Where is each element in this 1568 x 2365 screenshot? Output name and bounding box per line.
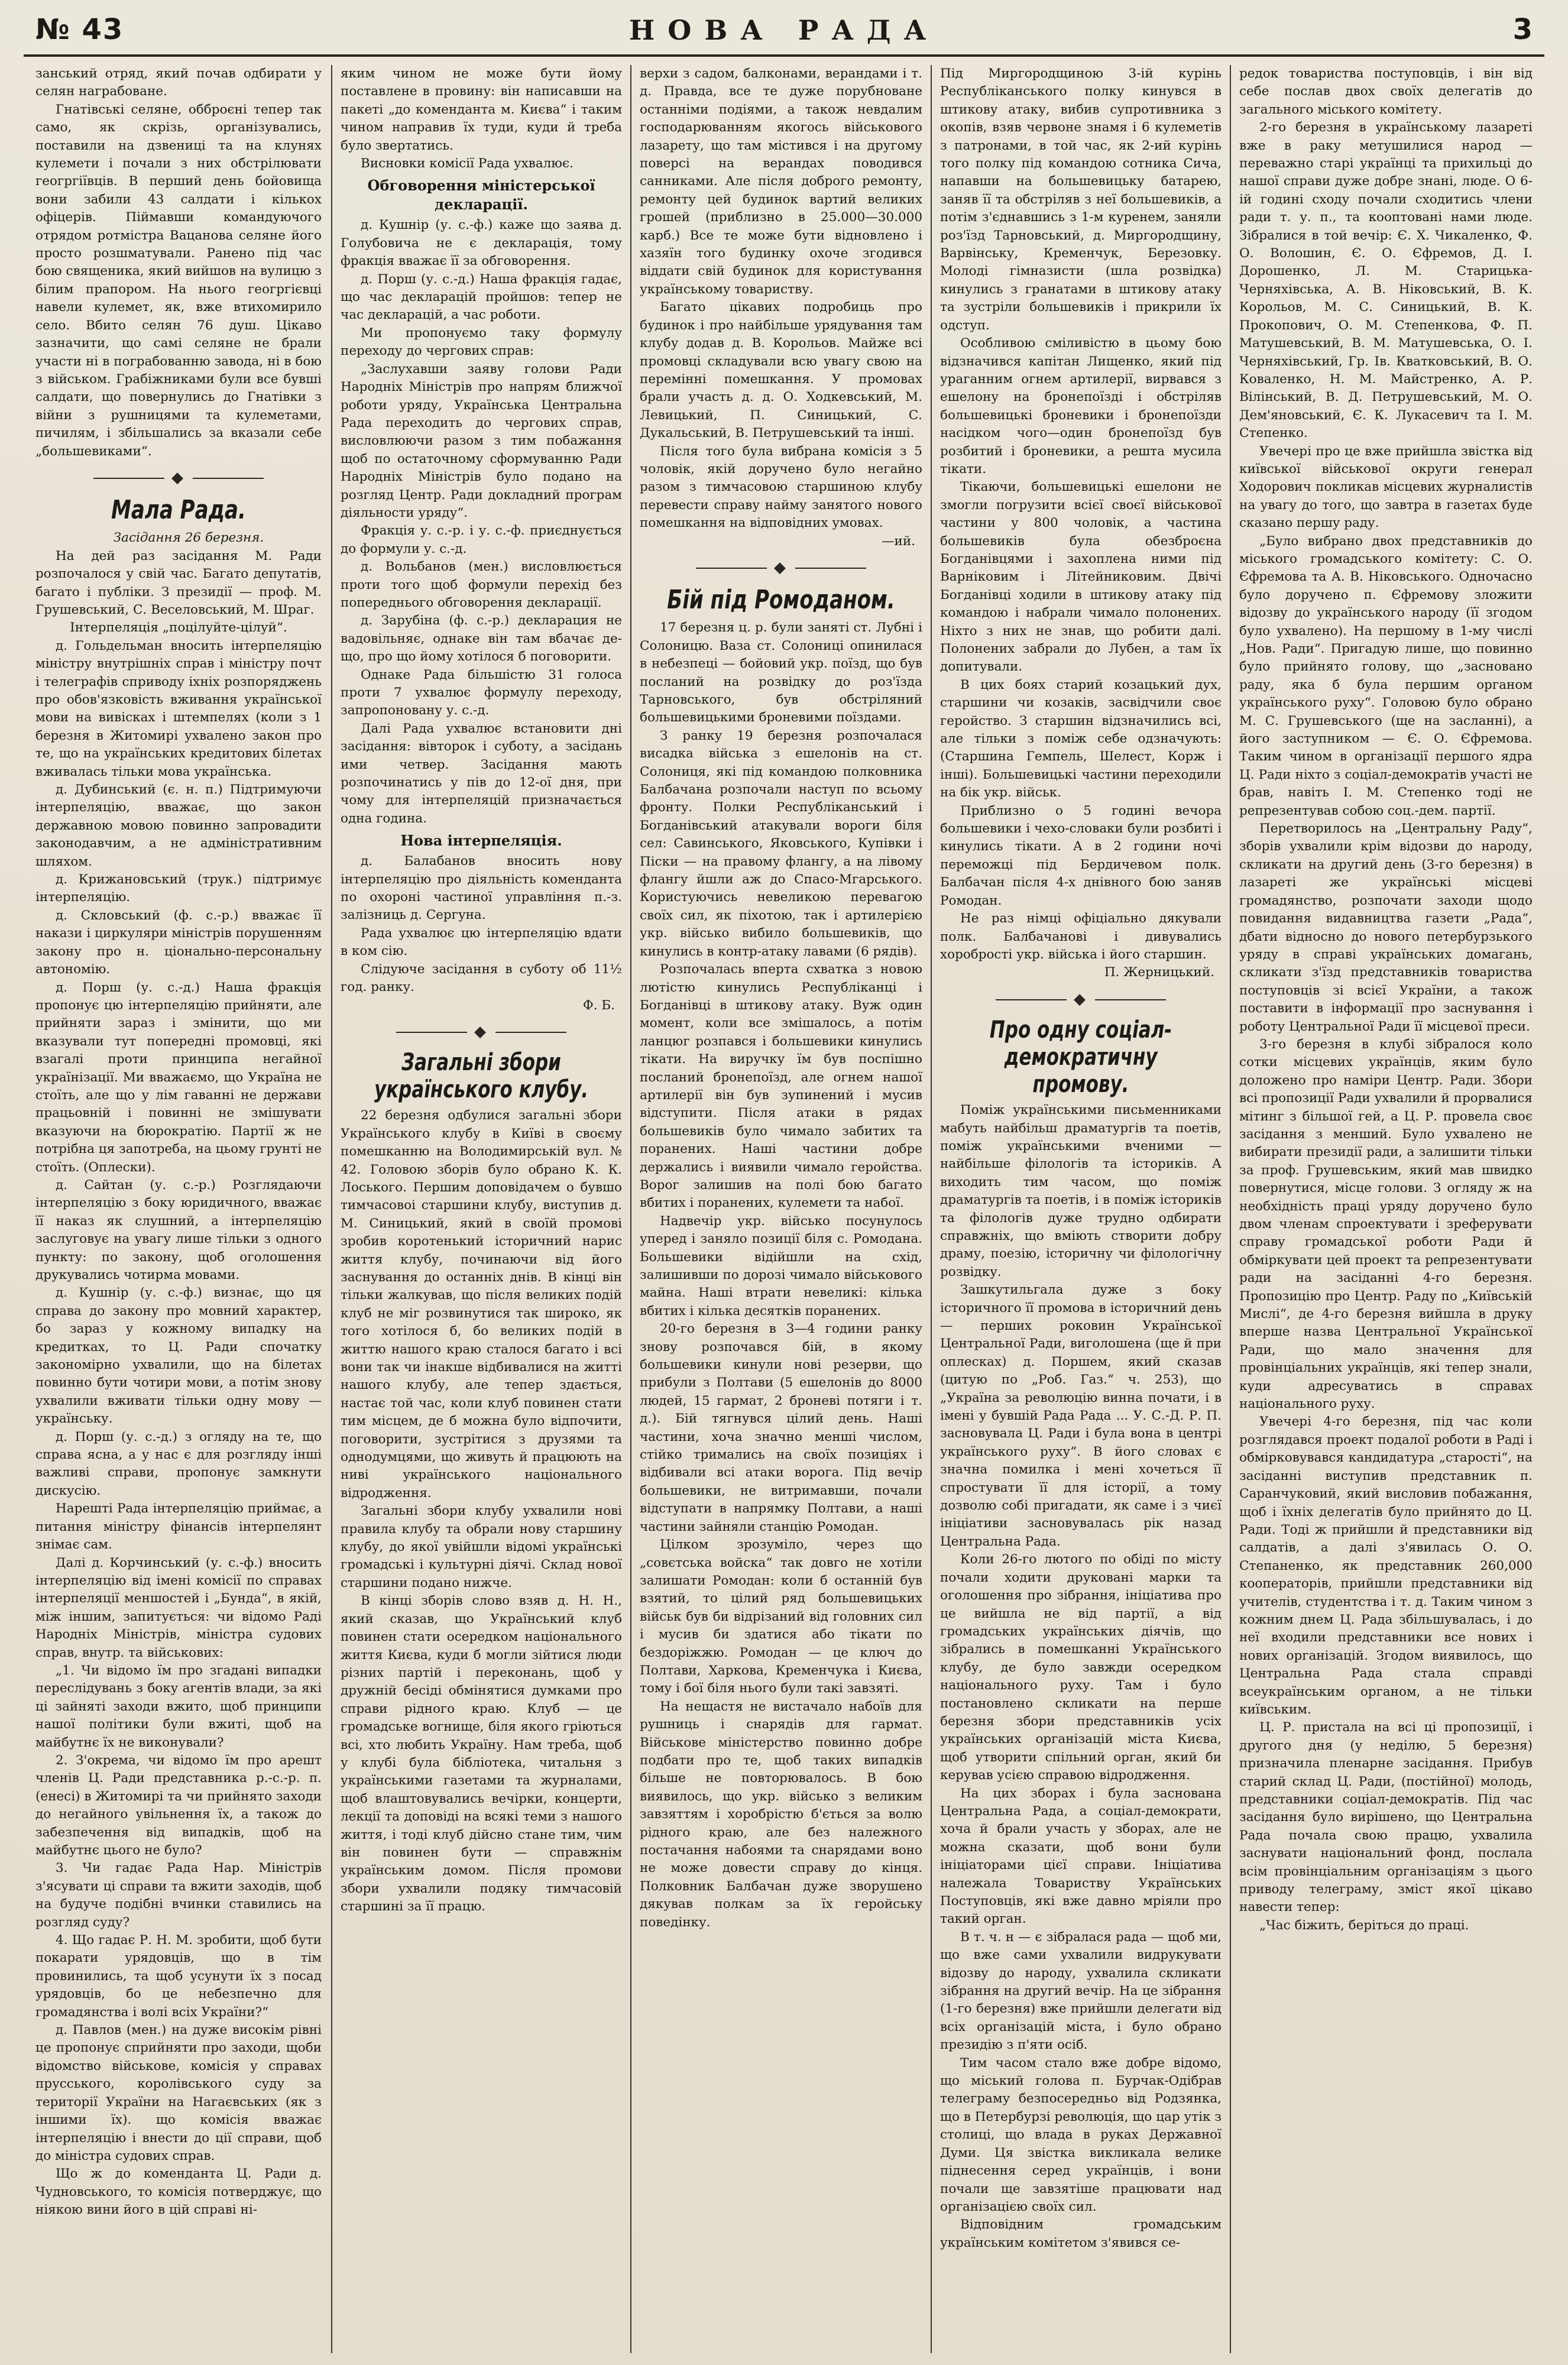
- paper-title: НОВА РАДА: [629, 14, 939, 46]
- article-text: Під Миргородщиною 3-ій курінь Республіканського полку кинувся в штикову атаку, вибив супротивника з окопів, взяв червоне знамя і 6 кулеметів з патронами, в той час, як 2-ий курінь того полку під командою сотника Сича, напавши на большевицьку батарею, заняв її та обстріляв з неї большевиків, а потім з'єднавшись з 1-м куренем, заняли роз'їзд Тарновський, д. Миргородщину, Варвінську, Кременчук, Березовку. Молоді гімназисти (шла розвідка) кинулись з гранатами в штикову атаку та зустріли большевиків і прикрили їх одступ.: [940, 66, 1222, 333]
- article-text: д. Дубинський (є. н. п.) Підтримуючи інтерпеляцію, вважає, що закон державною мовою повинно запровадити законодавчим, а не адміністративним шляхом.: [35, 782, 322, 869]
- section-ornament: ◆: [35, 469, 322, 487]
- article-text: д. Вольбанов (мен.) висловлюється проти того щоб формули перехід без попереднього обговорення декларації.: [341, 559, 622, 610]
- section-ornament: ◆: [341, 1023, 622, 1041]
- article-text: Фракція у. с.-р. і у. с.-ф. приєднується до формули у. с.-д.: [341, 523, 622, 556]
- article-text: Коли 26-го лютого по обіді по місту почали ходити друковані марки та оголошення про зібрання, ініціатива про це вийшла не від партії, а від громадських українських діячів, що зібрались в помешканні Українського клубу, де було завжди осередком національного руху. Там і було постановлено скликати на перше березня збори представників усіх українських організацій міста Києва, щоб утворити спільний орган, який би керував усією справою відродження.: [940, 1552, 1222, 1783]
- article-text: д. Кушнір (у. с.-ф.) визнає, що ця справа до закону про мовний характер, бо зараз у кожному випадку на кредитках, то Ц. Ради спочатку закономірно ухвалили, що на білетах повинно бути чотири мови, а потім знову ухвалили вживати тільки одну мову — українську.: [35, 1285, 322, 1427]
- article-text: Однаке Рада більшістю 31 голоса проти 7 ухвалює формулу переходу, запропоновану у. с.-д.: [341, 667, 622, 718]
- column-divider: [1230, 65, 1231, 2353]
- author-signature: П. Жерницький.: [1104, 965, 1214, 980]
- article-text: Далі д. Корчинський (у. с.-ф.) вносить інтерпеляцію від імені комісії по справах інтерпеляції меншостей і „Бунда“, в якій, між іншим, запитується: чи відомо Раді Народніх Міністрів, міністра судових справ, внутр. та військових:: [35, 1555, 322, 1660]
- article-text: Слідуюче засідання в суботу об 11½ год. ранку.: [341, 961, 622, 995]
- article-text: Не раз німці офіціально дякували полк. Балбачанові і дивувались хоробрості укр. війська і його старшин.: [940, 911, 1222, 962]
- article-text: д. Зарубіна (ф. с.-р.) декларация не вадовільняє, однаке він там вбачає де-що, про що йому хотілося б поговорити.: [341, 613, 622, 665]
- column-4: [940, 65, 1222, 2353]
- article-text: д. Кушнір (у. с.-ф.) каже що заява д. Голубовича не є декларація, тому фракція вважає її за обговорення.: [341, 218, 622, 269]
- article-text: На нещастя не вистачало набоїв для рушниць і снарядів для гармат. Військове міністерство повинно добре подбати про те, щоб таких випадків більше не повторювалось. В бою виявилось, що укр. військо з великим завзяттям і хоробрістю б'ється за волю рідного краю, але без належного постачання набоями та снарядами воно не може довести справу до кінця. Полковник Балбачан дуже зворушено дякував полкам за їх геройську поведінку.: [640, 1699, 922, 1930]
- article-text: 22 березня одбулися загальні збори Українського клубу в Київі в своєму помешканню на Володимирській вул. № 42. Головою зборів було обрано К. К. Лоського. Першим доповідачем о бувшо тимчасовоі старшини клубу, виступив д. М. Синицький, який в своїй промові зробив коротенький історичний нарис життя клубу, починаючи від його заснування до останніх днів. В кінці він тільки жалкував, що після великих подій клуб не міг розвинутися так широко, як того хотілося б, бо великих подій в життю нашого краю сталося багато і всі вони так чи інакше відбивалися на житті нашого клубу, але тепер здається, настає той час, коли клуб повинен стати тим місцем, де б можна було відпочити, поговорити, зустрітися з друзями та однодумцями, що живуть й працюють на ниві українського національного відродження.: [341, 1108, 622, 1501]
- article-text: яким чином не може бути йому поставлене в провину: він написавши на пакеті „до коменданта м. Києва“ і таким чином направив їх туди, куди й треба було звертатись.: [341, 66, 622, 153]
- article-text: Висновки комісії Рада ухвалює.: [361, 156, 574, 171]
- masthead: [35, 12, 1533, 53]
- article-text: 4. Що гадає Р. Н. М. зробити, щоб бути покарати урядовців, що в тім провинились, та щоб усунути їх з посад урядовців, бо це небезпечно для громадянства і волі всіх України?“: [35, 1933, 322, 2020]
- section-heading-club: Загальні збори українського клубу.: [374, 1049, 589, 1104]
- article-text: З ранку 19 березня розпочалася висадка війська з ешелонів на ст. Солониця, які під командою полковника Балбачана розпочали наступ по всьому фронту. Полки Республіканський і Богданівський атакували вороги біля сел: Савинського, Яковського, Купівки і Піски — на правому флангу, а на лівому флангу йшли аж до Спасо-Мгарського. Користуючись невеликою перевагою своїх сил, як піхотою, так і артилерією укр. військо вибило большевиків, що кинулись в контр-атаку лавами (6 рядів).: [640, 728, 922, 959]
- column-5: [1239, 65, 1533, 2353]
- article-text: д. Сайтан (у. с.-р.) Розглядаючи інтерпеляцію з боку юридичного, вважає її наказ як слушний, а інтерпеляцію заслуговує на увагу лише тільки з одного пункту: по закону, щоб оголошення друкувались чотирма мовами.: [35, 1177, 322, 1282]
- author-signature: —ий.: [882, 533, 915, 549]
- article-text: Далі Рада ухвалює встановити дні засідання: вівторок і суботу, а засідань ими четвер. Засідання мають розпочинатись у пів до 12-ої дня, при чому для інтерпеляцій призначається одна година.: [341, 721, 622, 826]
- section-heading-mala-rada: Мала Рада.: [111, 495, 246, 526]
- section-heading-declaration: Обговорення міністерської декларації.: [367, 177, 595, 213]
- article-text: 3-го березня в клубі зібралося коло сотки місцевих українців, яким було доложено про наміри Центр. Ради. Збори всі пропозиції Ради ухвалили й прорвалися мітинг з більшої гей, а Ц. Р. провела своє засідання з менший. Було ухвалено не вибирати президії ради, а залишити тільки за проф. Грушевським, який мав швидко повернутися, місце голови. З огляду ж на необхідність праці уряду доручено було двом членам спроектувати і зреферувати справу громадської роботи Ради й обміркувати цей проект та репрезентувати ради на засіданні 4-го березня. Пропозицію про Центр. Раду по „Київській Мислі“, де 4-го березня вийшла в друку вперше назва Центральної Української Ради, що мало значення для провінціальних українців, які тепер знали, куди адресуватись в справах національного руху.: [1239, 1036, 1533, 1412]
- section-heading-speech: Про одну соціал-демократичну промову.: [989, 1016, 1172, 1099]
- article-text: Розпочалась вперта схватка з новою лютістю кинулись Республіканці і Богданівці в штикову атаку. Вуж один момент, коли все змішалось, а потім ланцюг розпався і большевики кинулись тікати. На виручку їм був поспішно посланий бронепоїзд, але огнем нашої артилерії він був зупинений і мусив відступити. Після атаки в рядах большевиків було чимало забитих та поранених. Наші частини добре держались і виявили чимало геройства. Ворог залишив на полі бою багато вбитих і поранених, кулемети та набої.: [640, 962, 922, 1211]
- article-text: Після того була вибрана комісія з 5 чоловік, якій доручено було негайно разом з тимчасовою старшиною клубу перевести справу найму занятого нового помешкання на відповідних умовах.: [640, 443, 922, 531]
- author-signature: Ф. Б.: [582, 997, 615, 1013]
- article-text: На дей раз засідання М. Ради розпочалося у свій час. Багато депутатів, багато і публіки. З президії — проф. М. Грушевський, С. Веселовський, М. Шраг.: [35, 548, 322, 617]
- article-text: Ми пропонуємо таку формулу переходу до чергових справ:: [341, 325, 622, 359]
- article-text: „Час біжить, беріться до праці.: [1259, 1917, 1469, 1933]
- article-text: д. Гольдельман вносить інтерпеляцію міністру внутрішніх справ і міністру почт і телеграфів сприводу іхніх розпоряджень про обов'язковість вживання української мови на вивісках і штемпелях (коли з 1 березня в Житомирі ухвалено закон про те, що на українських кредитових білетах вживалась тільки мова українська.: [35, 638, 322, 779]
- subheading: Інтерпеляція „поцілуйте-цілуй“.: [70, 620, 287, 636]
- section-ornament: ◆: [940, 990, 1222, 1008]
- article-text: Зашкутильгала дуже з боку історичного її промова в історичний день — перших роковин Української Центральної Ради, виголошена (ще й при оплесках) д. Поршем, який сказав (цитую по „Роб. Газ.“ ч. 253), що „Україна за революцію винна почати, і в імені у бувшій Рада Рада ... У. С.-Д. Р. П. засновувала Ц. Ради і була вона в центрі українського руху“. В його словах є значна помилка і мені хочеться її спростувати її для історії, а тому дозволю собі пригадати, як саме і з чиєї ініціативи засновувалась рік назад Центральна Рада.: [940, 1282, 1222, 1549]
- article-text: Загальні збори клубу ухвалили нові правила клубу та обрали нову старшину клубу, до якої увійшли відомі українські громадські і культурні діячі. Склад нової старшини подано нижче.: [341, 1504, 622, 1590]
- article-text: Багато цікавих подробиць про будинок і про найбільше урядування там клубу додав д. В. Корольов. Майже всі промовці складували всю увагу свою на перемінні помешкання. У промовах брали участь д. д. О. Ходкевський, М. Левицький, П. Синицький, С. Дукальський, В. Петрушевський та інші.: [640, 300, 922, 441]
- article-text: Ц. Р. пристала на всі ці пропозиції, і другого дня (у неділю, 5 березня) призначила пленарне засідання. Прибув старий склад Ц. Ради, (постійної) молодь, представники соціал-демократів. Під час засідання було вирішено, що Центральна Рада почала свою працю, ухвалила заснувати національний фонд, послала всім провінціальним організаціям з цього приводу телеграму, зміст якої цікаво навести тепер:: [1239, 1720, 1533, 1915]
- article-text: Поміж українськими письменниками мабуть найбільш драматургів та поетів, поміж українськими вченими — найбільше філологів та істориків. А виходить тим часом, що поміж драматургів та поетів, і в поміж істориків та філологів дуже трудно одбирати справжніх, що вміють створити добру драму, поезію, історичну чи філологічну розвідку.: [940, 1103, 1222, 1279]
- column-3: [640, 65, 922, 2353]
- article-text: В цих боях старий козацький дух, старшини чи козаків, засвідчили своє геройство. З старшин відзначились всі, але тільки з поміж себе одзначують: (Старшина Гемпель, Шелест, Корж і інші). Большевицькі частини переходили на бік укр. військ.: [940, 677, 1222, 801]
- article-text: д. Скловський (ф. с.-р.) вважає її накази і циркуляри міністрів порушенням закону про н. ціонально-персональну автономію.: [35, 908, 322, 977]
- article-text: д. Павлов (мен.) на дуже високім рівні це пропонує сприйняти про заходи, щоби відомство військове, комісія у справах прусського, королівського суду за території України на Нагаєвських (як з іншими їх). що комісія вважає інтерпеляцію і внести до ції справи, щоб до міністра судових справ.: [35, 2023, 322, 2163]
- article-text: занський отряд, який почав одбирати у селян награбоване.: [35, 66, 322, 99]
- article-text: В кінці зборів слово взяв д. Н. Н., який сказав, що Український клуб повинен стати осередком національного життя Києва, куди б могли зійтися люди різних партій і переконань, щоб у дружній бесіді обмінятися думками про справи рідного краю. Клуб — це громадське вогнище, біля якого гріються всі, хто любить Україну. Нам треба, щоб у клубі була бібліотека, читальня з українськими газетами та журналами, щоб влаштовувались вечірки, концерти, лекції та доповіді на всякі теми з нашого життя, і тоді клуб дійсно стане тим, чим він повинен бути — справжнім українським домом. Після промови збори ухвалили подяку тимчасовій старшині за її працю.: [341, 1593, 622, 1914]
- article-text: Цілком зрозуміло, через що „совєтська войска“ так довго не хотіли залишати Ромодан: коли б останній був взятий, то цілий ряд большевицьких військ був би відрізаний від головних сил і мусив би здатися або тікати по бездоріжжю. Ромодан — це ключ до Полтави, Харкова, Кременчука і Києва, тому і бої біля нього були такі завзяті.: [640, 1537, 922, 1696]
- session-date: Засідання 26 березня.: [113, 530, 264, 546]
- article-text: Особливою сміливістю в цьому бою відзначився капітан Лищенко, який під ураганним огнем артилерії, вирвався з ешелону на бронепоїзді і обстріляв большевицькі броневики і бронепоїзди насідком чого—один бронепоїзд був розбитий і броневики, а решта мусила тікати.: [940, 336, 1222, 477]
- column-divider: [931, 65, 932, 2353]
- article-text: Тим часом стало вже добре відомо, що міський голова п. Бурчак-Одібрав телеграму безпосередньо від Родзянка, що в Петербурзі революція, що цар утік з столиці, що влада в руках Державної Думи. Ця звістка викликала велике піднесення серед українців, і вони почали ще завзятіше працювати над організацією своїх сил.: [940, 2055, 1222, 2214]
- article-text: „1. Чи відомо їм про згадані випадки переслідувань з боку агентів влади, за які ці зайняті заходи вжито, щоб принципи нашої політики були вжиті, щоб на майбутнє їх не виконували?: [35, 1663, 322, 1750]
- article-text: д. Порш (у. с.-д.) Наша фракція пропонує цю інтерпеляцію прийняти, але прийняти зараз і змінити, що ми вказували тут попередні промовці, які взагалі проти принципа негайної українізації. Ми вважаємо, що Україна не стоїть, але що у лім гаванні не держави працьовній і повинні не змішувати вказуючи на бюрократію. Партії ж не потрібна ця запотреба, на цьому грунті не стоїть. (Оплески).: [35, 980, 322, 1175]
- article-text: 2. З'окрема, чи відомо їм про арешт членів Ц. Ради представника р.-с.-р. п. (енесі) в Житомирі та чи прийнято заходи до негайного увільнення їх, а також до забезпечення від випадків, щоб на майбутнє цього не було?: [35, 1752, 322, 1858]
- article-text: Приблизно о 5 годині вечора большевики і чехо-словаки були розбиті і кинулись тікати. А в 2 години ночі переможці під Бердичевом полк. Балбачан після 4-х днівного бою заняв Ромодан.: [940, 803, 1222, 908]
- article-text: 20-го березня в 3—4 години ранку знову розпочався бій, в якому большевики кинули нові резерви, що прибули з Полтави (5 ешелонів до 8000 людей, 15 гармат, 2 броневі потяги і т. д.). Бій тягнувся цілий день. Наші частини, хоча значно менші числом, стійко тримались на своїх позиціях і відбивали всі атаки ворога. Під вечір большевики, не витримавши, почали відступати в напрямку Полтави, а наші частини зайняли станцію Ромодан.: [640, 1321, 922, 1534]
- article-text: Гнатівські селяне, обброєні тепер так само, як скрізь, організувались, поставили на дзвениці та на клунях кулемети і почали з них обстрілювати геогргіївців. В перший день бойовища вони забили 43 салдати і кількох офіцерів. Піймавши командуючого отрядом ротмістра Вацанова селяне його просто розшматували. Ранено під час бою священика, який вийшов на вулицю з білим прапором. На нього геогргієвці навели кулемет, як, вже втихомирило село. Вбито селян 76 душ. Цікаво зазначити, що самі селяне не брали участи ні в пограбованню завода, ні в бою з військом. Грабіжниками були все бувші салдати, що повернулись до Гнатівки з війни з рушницями та кулеметами, пичилям, і збільшались за вказали себе „большевиками“.: [35, 102, 322, 459]
- section-ornament: ◆: [640, 559, 922, 576]
- page-number: 3: [1512, 13, 1533, 46]
- article-text: д. Балабанов вносить нову інтерпеляцію про діяльність коменданта по охороні частиної управління п.-з. залізниць д. Сергуна.: [341, 854, 622, 923]
- article-text: 3. Чи гадає Рада Нар. Міністрів з'ясувати ці справи та вжити заходів, щоб на будуче подібні вчинки ставились на розгляд суду?: [35, 1861, 322, 1930]
- article-text: Перетворилось на „Центральну Раду“, зборів ухвалили крім відозви до народу, скликати на другий день (3-го березня) в лазареті же українські місцеві громадянство, розпочати заходи щодо повидання видавництва газети „Рада“, дбати відносно до нового петербурзького уряду в справі українських домагань, скликати з'їзд представників товариства поступовців зі всієї України, а також поставити в інформації про заснування і роботу Центральної Ради її місцевої преси.: [1239, 821, 1533, 1034]
- article-text: д. Крижановський (трук.) підтримує інтерпеляцію.: [35, 872, 322, 905]
- column-1: [35, 65, 322, 2353]
- column-divider: [630, 65, 631, 2353]
- article-text: Нарешті Рада інтерпеляцію приймає, а питання міністру фінансів інтерпелянт знімає сам.: [35, 1501, 322, 1553]
- header-rule: [24, 54, 1544, 57]
- article-text: Увечері про це вже прийшла звістка від київської військової округи генерал Ходорович покликав місцевих журналистів на увагу до того, що завтра в газетах буде сказано першу раду.: [1239, 443, 1533, 531]
- article-text: 2-го березня в українському лазареті вже в раку метушилися народ — переважно старі українці та прихильці до нашої справи дуже добре знані, люде. О 6-ій годині сходу почали сходитись члени ради т. у. п., та кооптовані нами люде. Зібралися в той вечір: Є. Х. Чикаленко, Ф. О. Волошин, Є. О. Єфремов, Д. І. Дорошенко, Л. М. Старицька-Черняхівська, А. В. Ніковський, В. К. Корольов, М. С. Синицький, В. К. Прокопович, О. М. Степенкова, Ф. П. Матушевський, В. М. Матушевська, О. І. Черняхівський, Гр. Ів. Кватковський, В. О. Коваленко, Н. М. Майстренко, А. Р. Вілінський, В. Д. Петрушевський, М. О. Дем'яновський, Є. К. Лукасевич та І. М. Степенко.: [1239, 120, 1533, 441]
- article-text: На цих зборах і була заснована Центральна Рада, а соціал-демократи, хоча й брали участь у зборах, але не можна сказати, щоб вони були ініціаторами цієї справи. Ініціатива належала Товариству Українських Поступовців, які вже давно мріяли про такий орган.: [940, 1786, 1222, 1927]
- article-text: Тікаючи, большевицькі ешелони не змогли погрузити всієї своєї військової частини у 800 чоловік, а частина большевиків була обезброєна Богданівцями і захоплена ними під Варніковим і Літейниковим. Двічі Богданівці ходили в штикову атаку під командою і набрали чимало полонених. Ніхто з них не знав, що робити далі. Полонених забрали до Лубен, а там їх допитували.: [940, 480, 1222, 675]
- article-text: Увечері 4-го березня, під час коли розглядався проект подалої роботи в Раді і обмірковувався кандидатура „старості“, на засіданні виступив представник п. Саранчуковий, який висловив побажання, щоб і їхніх делегатів було прийнято до Ц. Ради. Тоді ж прийшли й представники від салдатів, а далі з'явилась О. О. Степаненко, як представник 260,000 кооператорів, прийшли представники від учителів, студентства і т. д. Таким чином з кожним днем Ц. Рада збільшувалась, і до неї входили представники все нових і нових організацій. Згодом виявилось, що Центральна Рада стала справді всеукраїнським органом, а не тільки київським.: [1239, 1414, 1533, 1717]
- article-text: Відповідним громадським українським комітетом з'явився се-: [940, 2217, 1222, 2250]
- article-text: „Було вибрано двох представників до міського громадського комітету: С. О. Єфремова та А. В. Ніковського. Одночасно було доручено п. Єфремову зложити відозву до українського народу (її згодом було ухвалено). На першому в 1-му числі „Нов. Ради“. Пригадую лише, що повинно було прийнято голову, що „засновано раду, яка б була першим органом українського руху“. Головою було обрано М. С. Грушевського (ще на засланні), а його заступником — Є. О. Єфремова. Таким чином в організації першого ядра Ц. Ради ніхто з соціал-демократів участі не брав, навіть І. М. Степенко тоді не репрезентував собою соц.-дем. партії.: [1239, 533, 1533, 818]
- section-heading-battle: Бій під Ромоданом.: [667, 585, 895, 615]
- issue-number: № 43: [35, 13, 124, 46]
- article-text: верхи з садом, балконами, верандами і т. д. Правда, все те дуже порубноване останніми подіями, а також невдалим господарюванням якогось військового лазарету, що там містився і на другому поверсі на верандах поводився санниками. Але після доброго ремонту, ремонту цей будинок вартий великих грошей (приблизно в 25.000—30.000 карб.) Все те може бути відновлено і хазяїн того будинку охоче згодився віддати свій будинок для користування українському товариству.: [640, 66, 922, 297]
- article-text: Що ж до коменданта Ц. Ради д. Чудновського, то комісія потверджує, що ніякою вини його в цій справі ні-: [35, 2166, 322, 2218]
- article-text: д. Порш (у. с.-д.) Наша фракція гадає, що час декларацій пройшов: тепер не час декларацій, а час роботи.: [341, 271, 622, 323]
- article-text: В т. ч. н — є зібралася рада — щоб ми, що вже сами ухвалили видрукувати відозву до народу, ухвалила скликати зібрання на другий вечір. На це зібрання (1-го березня) вже прийшли делегати від всіх організацій міста, і було обрано президію з п'яти осіб.: [940, 1929, 1222, 2053]
- article-text: редок товариства поступовців, і він від себе послав двох своїх делегатів до загального міського комітету.: [1239, 66, 1533, 117]
- column-divider: [331, 65, 332, 2353]
- article-text: 17 березня ц. р. були заняті ст. Лубні і Солоницю. Ваза ст. Солониці опинилася в небезпеці — бойовий укр. поїзд, що був посланий на розвідку до роз'їзда Тарновського, був обстріляний большевицькими броневими поїздами.: [640, 620, 922, 725]
- section-heading-new-interpellation: Нова інтерпеляція.: [400, 832, 562, 850]
- article-text: Рада ухвалює цю інтерпеляцію вдати в ком сію.: [341, 925, 622, 959]
- article-text: „Заслухавши заяву голови Ради Народніх Міністрів про напрям ближчої роботи уряду, Українська Центральна Рада переходить до чергових справ, висловлюючи разом з тим побажання щоб по остаточному сформуванню Ради Народніх Міністрів було подано на розгляд Центр. Ради докладний програм діяльности уряду“.: [341, 361, 622, 520]
- column-2: [341, 65, 622, 2353]
- article-text: Надвечір укр. військо посунулось уперед і заняло позиції біля с. Ромодана. Большевики відійшли на схід, залишивши по дорозі чимало військового майна. Наші втрати невеликі: кілька вбитих і кілька десятків поранених.: [640, 1213, 922, 1318]
- article-text: д. Порш (у. с.-д.) з огляду на те, що справа ясна, а у нас є для розгляду інші важливі справи, пропонує замкнути дискусію.: [35, 1429, 322, 1498]
